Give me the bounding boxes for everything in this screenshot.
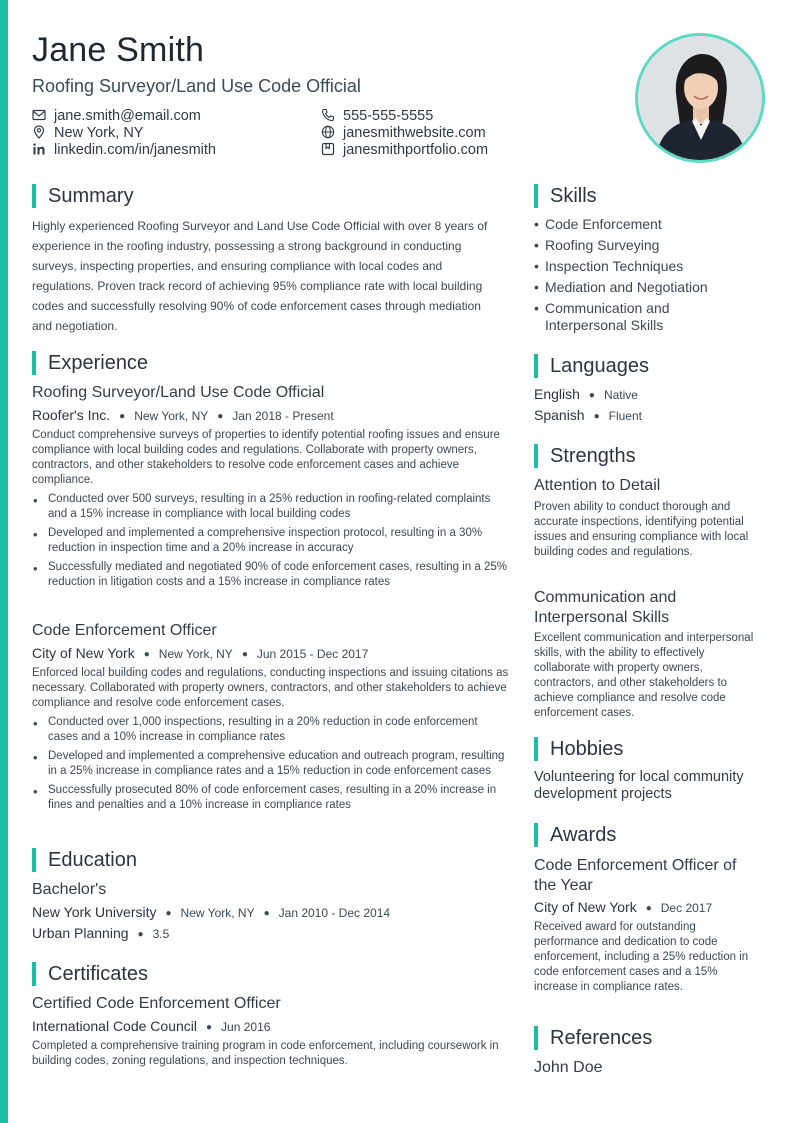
email-text: jane.smith@email.com — [54, 108, 201, 124]
language-row — [534, 407, 642, 423]
contact-portfolio[interactable] — [321, 142, 488, 159]
awards-heading: Awards — [534, 823, 616, 847]
portfolio-icon — [321, 142, 335, 156]
location-text: New York, NY — [54, 125, 144, 141]
contact-phone[interactable] — [321, 108, 433, 125]
award-title: Code Enforcement Officer of the Year — [534, 857, 737, 894]
contact-website[interactable] — [321, 125, 486, 142]
certificate-issuer: International Code Council — [32, 1018, 197, 1034]
separator-dot: ● — [143, 649, 150, 660]
list-item: • Successfully prosecuted 80% of code enforcement cases, resulting in a 20% increase in fines and penalties and a 10% increase in compliance rates — [32, 783, 510, 813]
summary-text: Highly experienced Roofing Surveyor and Land Use Code Official with over 8 years of experience in the roofing industry, possessing a strong background in conducting surveys, inspecting properties, and ensuring compliance with local codes and regulations. Proven track record of achieving 95% compliance rate with local building codes and successfully resolving 90% of code enforcement cases through mediation and negotiation. — [32, 219, 488, 333]
job-company: Roofer's Inc. — [32, 407, 111, 423]
education-field: Urban Planning — [32, 925, 129, 941]
accent-bar — [0, 0, 8, 1123]
candidate-title: Roofing Surveyor/Land Use Code Official — [32, 76, 361, 96]
skills-list — [534, 216, 734, 338]
language-name: Spanish — [534, 407, 585, 423]
education-school-line — [32, 904, 390, 920]
strength-text: Excellent communication and interpersonal skills, with the ability to effectively collaborate with property owners, contractors, and other stakeholders to achieve compliance and resolve code enforcement cases. — [534, 632, 754, 719]
separator-dot: ● — [588, 390, 595, 401]
candidate-name: Jane Smith — [32, 31, 205, 69]
job-achievements — [32, 492, 510, 594]
certificate-description: Completed a comprehensive training program in code enforcement, including coursework in building codes, zoning regulations, and inspection techniques. — [32, 1040, 499, 1067]
hobbies-text: Volunteering for local community development projects — [534, 769, 744, 802]
separator-dot: ● — [206, 1022, 213, 1033]
mail-icon — [32, 108, 46, 122]
strengths-heading: Strengths — [534, 444, 636, 468]
certificate-issuer-line — [32, 1018, 270, 1034]
separator-dot: ● — [241, 649, 248, 660]
job-dates: Jun 2015 - Dec 2017 — [256, 647, 369, 661]
certificates-heading: Certificates — [32, 962, 148, 986]
strength-title: Attention to Detail — [534, 477, 661, 494]
list-item: • Conducted over 1,000 inspections, resulting in a 20% reduction in code enforcement cases and a 10% increase in compliance rates — [32, 715, 510, 745]
profile-photo — [635, 33, 765, 163]
education-dates: Jan 2010 - Dec 2014 — [278, 906, 391, 920]
certificate-date: Jun 2016 — [221, 1020, 271, 1034]
job-title: Roofing Surveyor/Land Use Code Official — [32, 384, 325, 401]
avatar-portrait-icon — [638, 36, 762, 160]
location-pin-icon — [32, 125, 46, 139]
experience-heading: Experience — [32, 351, 148, 375]
contact-email[interactable] — [32, 108, 201, 125]
list-item: • Inspection Techniques — [534, 258, 734, 275]
separator-dot: ● — [217, 411, 224, 422]
list-item: • Mediation and Negotiation — [534, 279, 734, 296]
language-name: English — [534, 386, 580, 402]
linkedin-icon — [32, 142, 46, 156]
education-school: New York University — [32, 904, 157, 920]
education-gpa: 3.5 — [152, 927, 170, 941]
list-item: • Successfully mediated and negotiated 90% of code enforcement cases, resulting in a 25% reduction in litigation costs and a 15% increase in compliance rates — [32, 560, 510, 590]
job-description: Conduct comprehensive surveys of properties to identify potential roofing issues and ensure compliance with local building codes and regulations. Collaborate with property owners, contractors, and other stakeholders to resolve code enforcement cases and achieve compliance. — [32, 429, 500, 486]
language-level: Fluent — [608, 409, 642, 423]
strength-title: Communication and Interpersonal Skills — [534, 589, 677, 626]
education-field-line — [32, 925, 169, 941]
education-degree: Bachelor's — [32, 881, 107, 898]
award-text: Received award for outstanding performance and dedication to code enforcement, including a 25% reduction in code enforcement cases and a 15% increase in compliance rates. — [534, 921, 749, 993]
separator-dot: ● — [593, 411, 600, 422]
hobbies-heading: Hobbies — [534, 737, 623, 761]
job-location: New York, NY — [158, 647, 233, 661]
separator-dot: ● — [645, 903, 652, 914]
certificate-name: Certified Code Enforcement Officer — [32, 995, 281, 1012]
education-heading: Education — [32, 848, 137, 872]
award-date: Dec 2017 — [660, 901, 713, 915]
languages-heading: Languages — [534, 354, 649, 378]
job-org-line — [32, 407, 334, 423]
list-item: • Roofing Surveying — [534, 237, 734, 254]
list-item: • Conducted over 500 surveys, resulting in a 25% reduction in roofing-related complaints and a 15% increase in compliance with local building codes — [32, 492, 510, 522]
education-location: New York, NY — [180, 906, 255, 920]
award-issuer: City of New York — [534, 899, 637, 915]
phone-icon — [321, 108, 335, 122]
separator-dot: ● — [263, 908, 270, 919]
job-dates: Jan 2018 - Present — [232, 409, 334, 423]
website-text: janesmithwebsite.com — [343, 125, 486, 141]
linkedin-text: linkedin.com/in/janesmith — [54, 142, 216, 158]
list-item: • Communication and Interpersonal Skills — [534, 300, 734, 334]
separator-dot: ● — [137, 929, 144, 940]
job-title: Code Enforcement Officer — [32, 622, 217, 639]
phone-text: 555-555-5555 — [343, 108, 434, 124]
language-level: Native — [603, 388, 638, 402]
references-heading: References — [534, 1026, 652, 1050]
portfolio-text: janesmithportfolio.com — [343, 142, 489, 158]
separator-dot: ● — [165, 908, 172, 919]
job-org-line — [32, 645, 368, 661]
summary-heading: Summary — [32, 184, 134, 208]
job-company: City of New York — [32, 645, 135, 661]
strength-text: Proven ability to conduct thorough and accurate inspections, identifying potential issues and ensuring compliance with local building codes and regulations. — [534, 501, 749, 558]
job-achievements — [32, 715, 510, 817]
language-row — [534, 386, 638, 402]
list-item: • Developed and implemented a comprehensive inspection protocol, resulting in a 30% reduction in inspection time and a 20% increase in accuracy — [32, 526, 510, 556]
award-issuer-line — [534, 899, 712, 915]
list-item: • Developed and implemented a comprehensive education and outreach program, resulting in a 25% increase in compliance rates and a 15% reduction in code enforcement cases — [32, 749, 510, 779]
separator-dot: ● — [119, 411, 126, 422]
job-description: Enforced local building codes and regulations, conducting inspections and issuing citations as necessary. Collaborated with property owners, contractors, and other stakeholders to achieve compliance and resolve code enforcement cases. — [32, 667, 509, 709]
skills-heading: Skills — [534, 184, 597, 208]
contact-location — [32, 125, 143, 142]
globe-icon — [321, 125, 335, 139]
job-location: New York, NY — [134, 409, 209, 423]
reference-name: John Doe — [534, 1059, 603, 1076]
contact-linkedin[interactable] — [32, 142, 216, 159]
list-item: • Code Enforcement — [534, 216, 734, 233]
